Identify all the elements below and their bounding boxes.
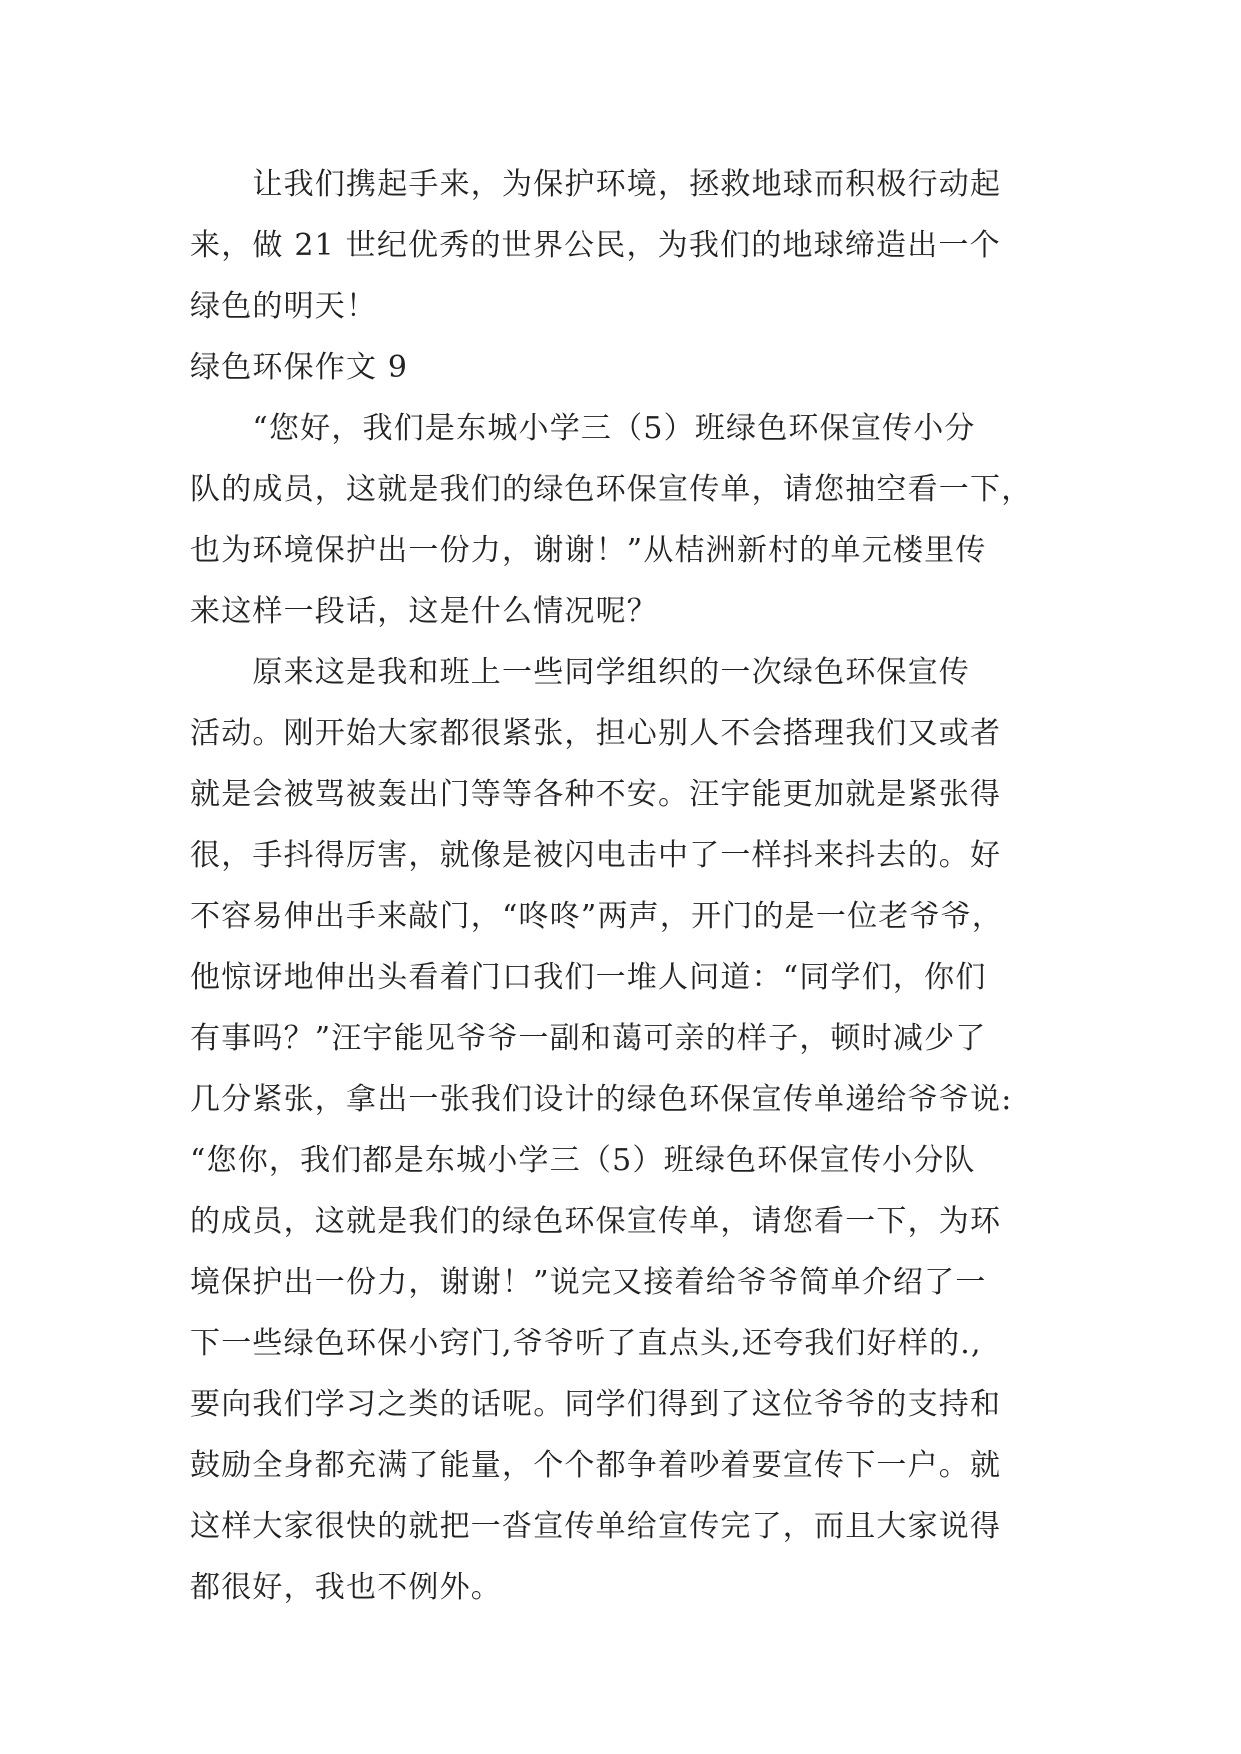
text-line: 就是会被骂被轰出门等等各种不安。汪宇能更加就是紧张得 [190,777,1002,812]
text-line: 来，做 21 世纪优秀的世界公民，为我们的地球缔造出一个 [190,228,1001,263]
text-line: 下一些绿色环保小窍门,爷爷听了直点头,还夸我们好样的., [190,1326,982,1361]
text-line: 活动。刚开始大家都很紧张，担心别人不会搭理我们又或者 [190,716,1002,751]
text-line: 鼓励全身都充满了能量，个个都争着吵着要宣传下一户。就 [190,1448,1002,1483]
text-line: 原来这是我和班上一些同学组织的一次绿色环保宣传 [190,655,970,690]
text-line: 这样大家很快的就把一沓宣传单给宣传完了，而且大家说得 [190,1509,1002,1544]
text-line: 也为环境保护出一份力，谢谢！”从桔洲新村的单元楼里传 [190,533,987,568]
text-line: 队的成员，这就是我们的绿色环保宣传单，请您抽空看一下， [190,472,1033,507]
text-line: 有事吗？”汪宇能见爷爷一副和蔼可亲的样子，顿时减少了 [190,1021,987,1056]
text-line: 让我们携起手来，为保护环境，拯救地球而积极行动起 [190,167,1002,202]
text-line: 来这样一段话，这是什么情况呢？ [190,594,658,629]
text-line: “您好，我们是东城小学三（5）班绿色环保宣传小分 [190,411,976,446]
text-line: 很，手抖得厉害，就像是被闪电击中了一样抖来抖去的。好 [190,838,1002,873]
text-line: 的成员，这就是我们的绿色环保宣传单，请您看一下，为环 [190,1204,1002,1239]
text-line: 要向我们学习之类的话呢。同学们得到了这位爷爷的支持和 [190,1387,1002,1422]
text-line: 他惊讶地伸出头看着门口我们一堆人问道：“同学们，你们 [190,960,987,995]
text-line: “您你，我们都是东城小学三（5）班绿色环保宣传小分队 [190,1143,976,1178]
text-line: 几分紧张，拿出一张我们设计的绿色环保宣传单递给爷爷说: [190,1082,1013,1117]
text-line: 都很好，我也不例外。 [190,1570,502,1605]
section-heading: 绿色环保作文 9 [190,350,409,385]
document-body [190,154,1052,1618]
text-line: 境保护出一份力，谢谢！”说完又接着给爷爷简单介绍了一 [190,1265,987,1300]
text-line: 不容易伸出手来敲门，“咚咚”两声，开门的是一位老爷爷， [190,899,1004,934]
text-line: 绿色的明天！ [190,289,378,324]
